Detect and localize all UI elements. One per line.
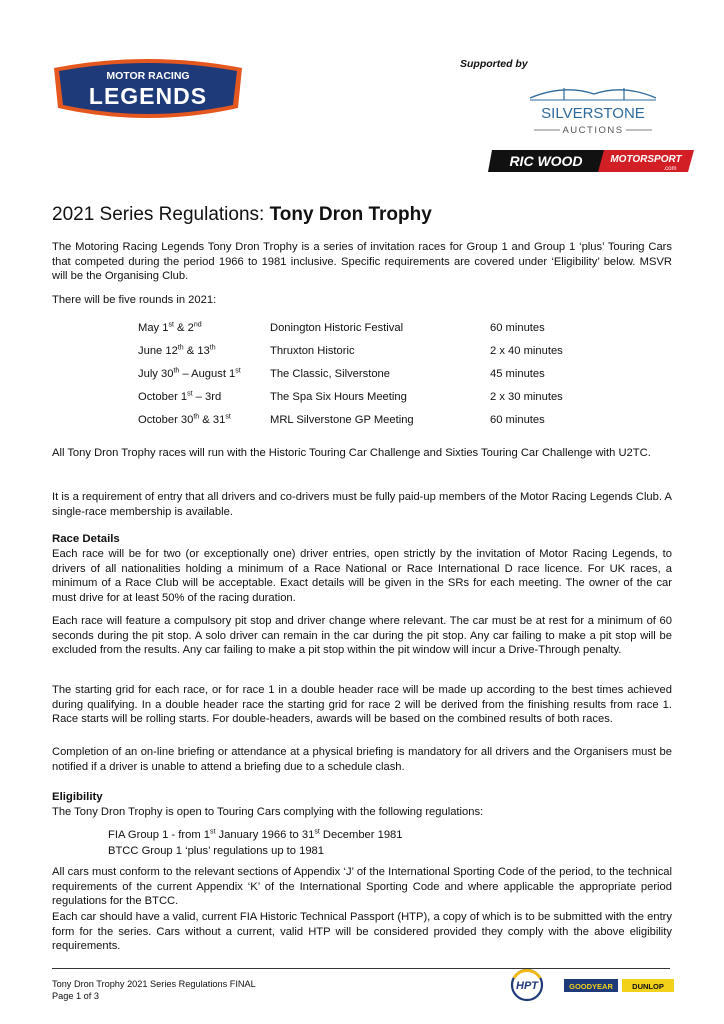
round-duration: 2 x 40 minutes — [490, 345, 563, 357]
membership-paragraph: It is a requirement of entry that all drivers and co-drivers must be fully paid-up members of the Motor Racing Legends Club. A single-race membership is available. — [52, 491, 672, 518]
round-event: Donington Historic Festival — [270, 322, 404, 334]
round-row — [138, 345, 598, 367]
title-name: Tony Dron Trophy — [269, 204, 432, 225]
motorsport-text: MOTORSPORT — [610, 154, 682, 165]
eligibility-item-btcc: BTCC Group 1 ‘plus’ regulations up to 1981 — [108, 845, 324, 857]
round-date: October 1st – 3rd — [138, 390, 222, 403]
race-details-p2: Each race will feature a compulsory pit stop and driver change where relevant. The car must be at rest for a minimum of 60 seconds during the pit stop. A solo driver can remain in the car during the pit stop. Any car failing to make a pit stop will be excluded from the results. Any car failing to make a pit stop within the pit window will incur a Drive-Through penalty. — [52, 615, 672, 657]
sponsor-logos — [506, 968, 678, 1002]
svg-text:HPT: HPT — [516, 980, 538, 992]
race-details-p1: Each race will be for two (or exceptionally one) driver entries, open strictly by the invitation of Motor Racing Legends, to drivers of all nationalities holding a minimum of a Race National or Race International D race licence. For UK races, a minimum of a Race Club will be acceptable. Exact details will be given in the SRs for each meeting. The owner of the car must drive for at least 50% of the racing duration. — [52, 548, 672, 604]
round-row — [138, 414, 598, 436]
round-date: May 1st & 2nd — [138, 321, 202, 334]
silverstone-text: SILVERSTONE — [541, 105, 645, 122]
logo-main-text: LEGENDS — [88, 83, 208, 109]
silverstone-auctions-logo — [524, 80, 662, 140]
svg-text:GOODYEAR: GOODYEAR — [569, 982, 613, 991]
round-event: The Spa Six Hours Meeting — [270, 391, 407, 403]
round-date: October 30th & 31st — [138, 413, 231, 426]
dunlop-logo — [622, 979, 674, 992]
ric-wood-motorsport-logo — [488, 148, 694, 174]
title-prefix: 2021 Series Regulations: — [52, 204, 270, 225]
eligibility-intro: The Tony Dron Trophy is open to Touring Cars complying with the following regulations: — [52, 806, 484, 818]
footer-doc-title: Tony Dron Trophy 2021 Series Regulations FINAL — [52, 979, 256, 989]
round-date: June 12th & 13th — [138, 344, 216, 357]
eligibility-p2: Each car should have a valid, current FIA Historic Technical Passport (HTP), a copy of which is to be submitted with the entry form for the series. Cars without a current, valid HTP will be considered provided they comply with the above eligibility requirements. — [52, 911, 672, 953]
auctions-text: AUCTIONS — [562, 125, 624, 136]
round-row — [138, 368, 598, 390]
eligibility-heading: Eligibility — [52, 791, 103, 803]
motor-racing-legends-logo — [50, 54, 246, 124]
intro-paragraph: The Motoring Racing Legends Tony Dron Trophy is a series of invitation races for Group 1 and Group 1 ‘plus’ Touring Cars that competed during the period 1966 to 1981 inclusive. Specific requirements are covered under ‘Eligibility’ below. MSVR will be the Organising Club. — [52, 241, 672, 283]
ricwood-com-text: .com — [663, 166, 677, 172]
htcc-paragraph: All Tony Dron Trophy races will run with the Historic Touring Car Challenge and Sixties Touring Car Challenge with U2TC. — [52, 447, 651, 459]
round-event: Thruxton Historic — [270, 345, 355, 357]
logo-top-text: MOTOR RACING — [106, 70, 190, 82]
footer-text — [52, 978, 256, 1002]
page-title — [52, 204, 432, 226]
round-duration: 60 minutes — [490, 322, 545, 334]
eligibility-p1: All cars must conform to the relevant sections of Appendix ‘J’ of the International Sporting Code of the period, to the technical requirements of the current Appendix ‘K’ of the International Sporting Code and where applicable the appropriate period regulations for the BTCC. — [52, 866, 672, 908]
goodyear-logo — [564, 979, 618, 992]
round-event: MRL Silverstone GP Meeting — [270, 414, 414, 426]
round-duration: 45 minutes — [490, 368, 545, 380]
ricwood-text: RIC WOOD — [509, 153, 583, 169]
round-duration: 60 minutes — [490, 414, 545, 426]
eligibility-item-fia: FIA Group 1 - from 1st January 1966 to 31st December 1981 — [108, 828, 403, 841]
eligibility-list — [108, 827, 403, 859]
rounds-table — [138, 322, 598, 442]
hpt-logo — [512, 970, 542, 1000]
round-date: July 30th – August 1st — [138, 367, 241, 380]
svg-text:DUNLOP: DUNLOP — [632, 982, 664, 991]
round-duration: 2 x 30 minutes — [490, 391, 563, 403]
supported-by-label: Supported by — [460, 58, 528, 70]
race-details-heading: Race Details — [52, 533, 120, 545]
footer-page-number: Page 1 of 3 — [52, 991, 99, 1001]
race-details-p4: Completion of an on-line briefing or attendance at a physical briefing is mandatory for all drivers and the Organisers must be notified if a driver is unable to attend a briefing due to a schedule clash. — [52, 746, 672, 773]
round-event: The Classic, Silverstone — [270, 368, 390, 380]
race-details-p3: The starting grid for each race, or for race 1 in a double header race will be made up according to the best times achieved during qualifying. In a double header race the starting grid for race 2 will be derived from the finishing results from race 1. Race starts will be rolling starts. For double-headers, awards will be based on the combined results of both races. — [52, 684, 672, 726]
rounds-intro: There will be five rounds in 2021: — [52, 294, 217, 306]
round-row — [138, 391, 598, 413]
round-row — [138, 322, 598, 344]
